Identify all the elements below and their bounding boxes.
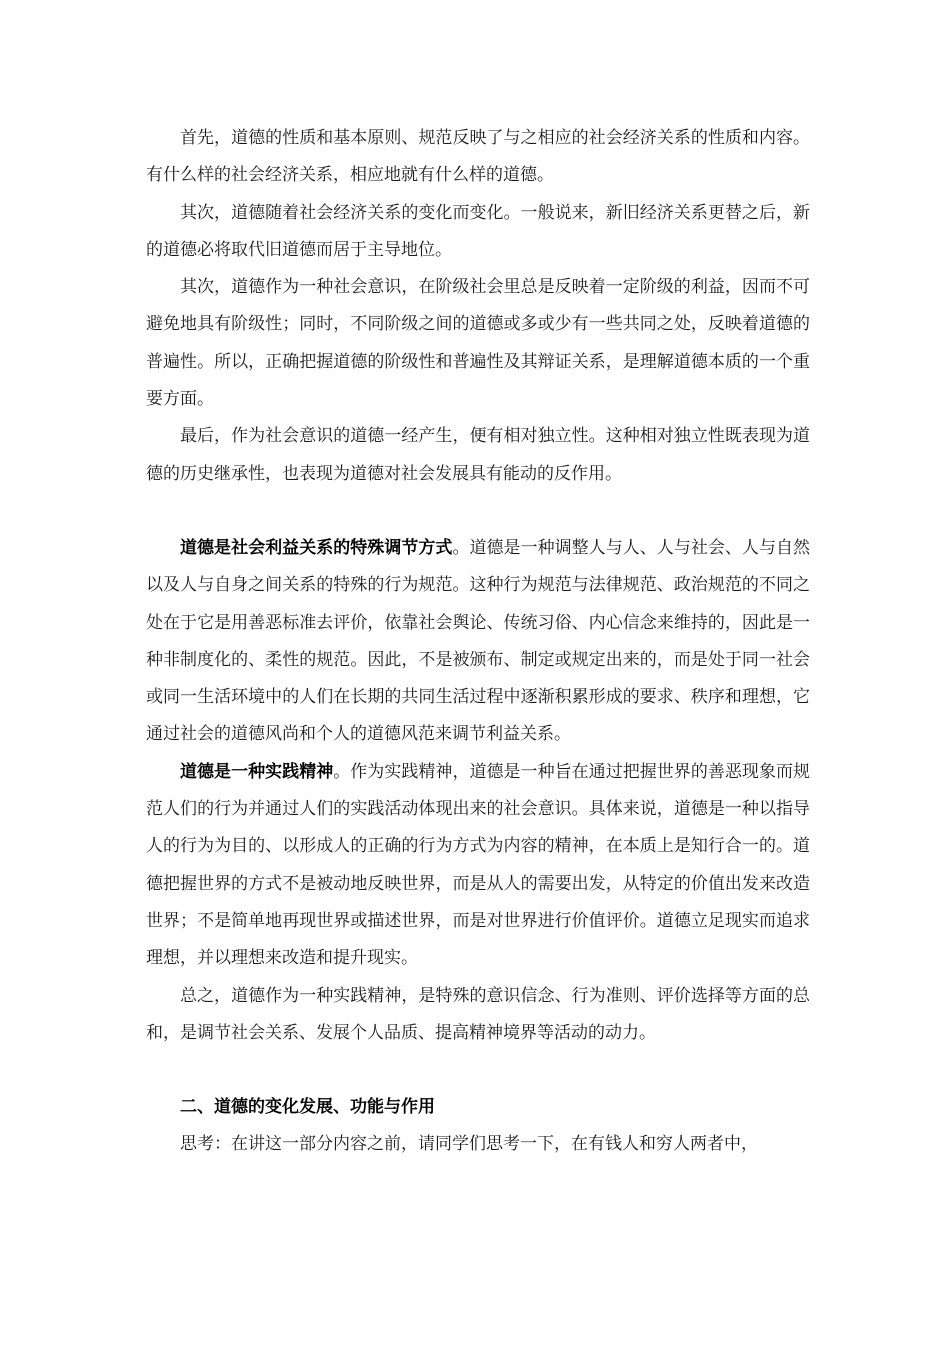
paragraph-third: 其次，道德作为一种社会意识，在阶级社会里总是反映着一定阶级的利益，因而不可避免地具有阶级性；同时，不同阶级之间的道德或多或少有一些共同之处，反映着道德的普遍性。所以，正确把握道德的阶级性和普遍性及其辩证关系，是理解道德本质的一个重要方面。	[146, 277, 810, 410]
section-heading: 二、道德的变化发展、功能与作用	[180, 1097, 435, 1118]
practice-lead: 道德是一种实践精神	[180, 761, 334, 782]
paragraph-summary: 总之，道德作为一种实践精神，是特殊的意识信念、行为准则、评价选择等方面的总和，是调节社会关系、发展个人品质、提高精神境界等活动的动力。	[146, 985, 810, 1043]
paragraph-second: 其次，道德随着社会经济关系的变化而变化。一般说来，新旧经济关系更替之后，新的道德必将取代旧道德而居于主导地位。	[146, 202, 810, 260]
paragraph-fourth: 最后，作为社会意识的道德一经产生，便有相对独立性。这种相对独立性既表现为道德的历史继承性，也表现为道德对社会发展具有能动的反作用。	[146, 426, 810, 484]
document-body	[146, 120, 810, 1164]
paragraph-think: 思考：在讲这一部分内容之前，请同学们思考一下，在有钱人和穷人两者中，	[180, 1134, 758, 1155]
paragraph-regulation	[146, 530, 810, 754]
paragraph-practice	[146, 754, 810, 978]
regulation-lead: 道德是社会利益关系的特殊调节方式	[180, 537, 453, 558]
regulation-body: 。道德是一种调整人与人、人与社会、人与自然以及人与自身之间关系的特殊的行为规范。这种行为规范与法律规范、政治规范的不同之处在于它是用善恶标准去评价，依靠社会舆论、传统习俗、内心信念来维持的，因此是一种非制度化的、柔性的规范。因此，不是被颁布、制定或规定出来的，而是处于同一社会或同一生活环境中的人们在长期的共同生活过程中逐渐积累形成的要求、秩序和理想，它通过社会的道德风尚和个人的道德风范来调节利益关系。	[146, 537, 811, 745]
paragraph-first: 首先，道德的性质和基本原则、规范反映了与之相应的社会经济关系的性质和内容。有什么样的社会经济关系，相应地就有什么样的道德。	[146, 128, 810, 186]
practice-body: 。作为实践精神，道德是一种旨在通过把握世界的善恶现象而规范人们的行为并通过人们的实践活动体现出来的社会意识。具体来说，道德是一种以指导人的行为为目的、以形成人的正确的行为方式为内容的精神，在本质上是知行合一的。道德把握世界的方式不是被动地反映世界，而是从人的需要出发，从特定的价值出发来改造世界；不是简单地再现世界或描述世界，而是对世界进行价值评价。道德立足现实而追求理想，并以理想来改造和提升现实。	[146, 761, 810, 969]
